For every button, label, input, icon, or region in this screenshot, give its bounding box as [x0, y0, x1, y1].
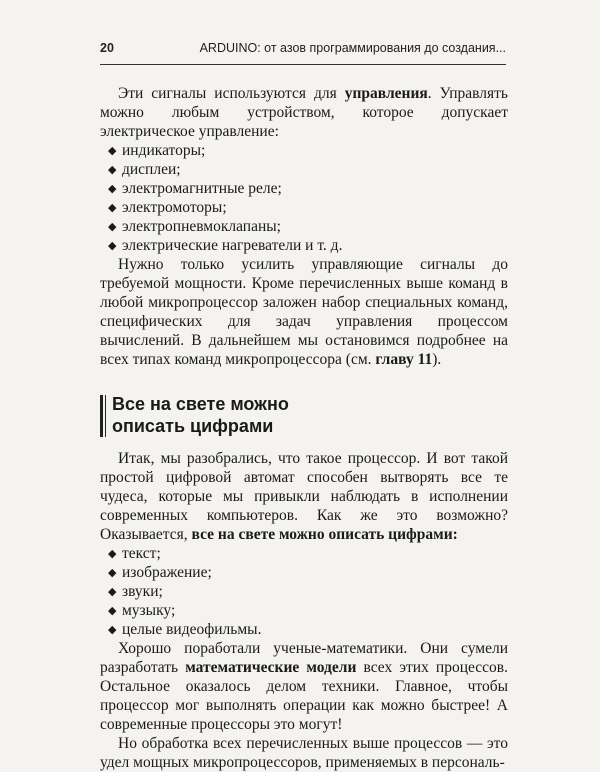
header-rule	[100, 64, 506, 65]
list-item: ◆ изображение;	[108, 564, 212, 581]
intro-paragraph: Эти сигналы используются для управления. Управлять можно любым устройством, которое допускает электрическое управление:	[100, 85, 509, 140]
list-item: ◆ электромоторы;	[108, 199, 227, 216]
list-item: ◆ музыку;	[108, 602, 176, 619]
heading-bar-thin	[105, 395, 106, 437]
list-item: ◆ индикаторы;	[108, 142, 206, 159]
bold-math-models: математические модели	[185, 659, 357, 676]
heading-bar-thick	[100, 395, 103, 437]
list-item: ◆ целые видеофильмы.	[108, 621, 262, 638]
bold-chapter-ref: главу 11	[375, 351, 433, 368]
devices-list	[100, 141, 508, 255]
section-heading	[100, 393, 508, 437]
page-number: 20	[100, 41, 114, 55]
list-item: ◆ звуки;	[108, 583, 163, 600]
closing-paragraph: Но обработка всех перечисленных выше процессов — это удел мощных микропроцессоров, применяемых в персональ-	[100, 735, 508, 771]
page-body	[100, 84, 508, 772]
diamond-bullet-icon: ◆	[108, 201, 117, 214]
heading-line-1: Все на свете можно	[112, 394, 289, 414]
diamond-bullet-icon: ◆	[108, 604, 117, 617]
diamond-bullet-icon: ◆	[108, 623, 117, 636]
book-title: ARDUINO: от азов программирования до создания...	[199, 41, 506, 55]
media-list	[100, 544, 508, 639]
math-models-paragraph: Хорошо поработали ученые-математики. Они сумели разработать математические модели всех этих процессов. Остальное оказалось делом техники. Главное, чтобы процессор мог выполнять операции как можно быстрее! А современные процессоры это могут!	[100, 640, 508, 733]
list-item: ◆ электрические нагреватели и т. д.	[108, 237, 343, 254]
diamond-bullet-icon: ◆	[108, 182, 117, 195]
bold-term-control: управления	[344, 85, 428, 102]
processor-paragraph: Итак, мы разобрались, что такое процессор. И вот такой простой цифровой автомат способен вытворять все те чудеса, которые мы привыкли наблюдать в исполнении современных компьютеров. Как же это возможно? Оказывается, все на свете можно описать цифрами:	[100, 450, 508, 543]
list-item: ◆ электропневмоклапаны;	[108, 218, 281, 235]
diamond-bullet-icon: ◆	[108, 220, 117, 233]
diamond-bullet-icon: ◆	[108, 239, 117, 252]
diamond-bullet-icon: ◆	[108, 144, 117, 157]
heading-line-2: описать цифрами	[112, 416, 274, 436]
list-item: ◆ дисплеи;	[108, 161, 181, 178]
diamond-bullet-icon: ◆	[108, 566, 117, 579]
list-item: ◆ электромагнитные реле;	[108, 180, 282, 197]
diamond-bullet-icon: ◆	[108, 163, 117, 176]
list-item: ◆ текст;	[108, 545, 161, 562]
bold-digits-statement: все на свете можно описать цифрами:	[191, 526, 458, 543]
amplify-paragraph: Нужно только усилить управляющие сигналы до требуемой мощности. Кроме перечисленных выше команд в любой микропроцессор заложен набор специальных команд, специфических для задач управления процессом вычислений. В дальнейшем мы остановимся подробнее на всех типах команд микропроцессора (см. главу 11).	[100, 256, 508, 368]
diamond-bullet-icon: ◆	[108, 547, 117, 560]
diamond-bullet-icon: ◆	[108, 585, 117, 598]
